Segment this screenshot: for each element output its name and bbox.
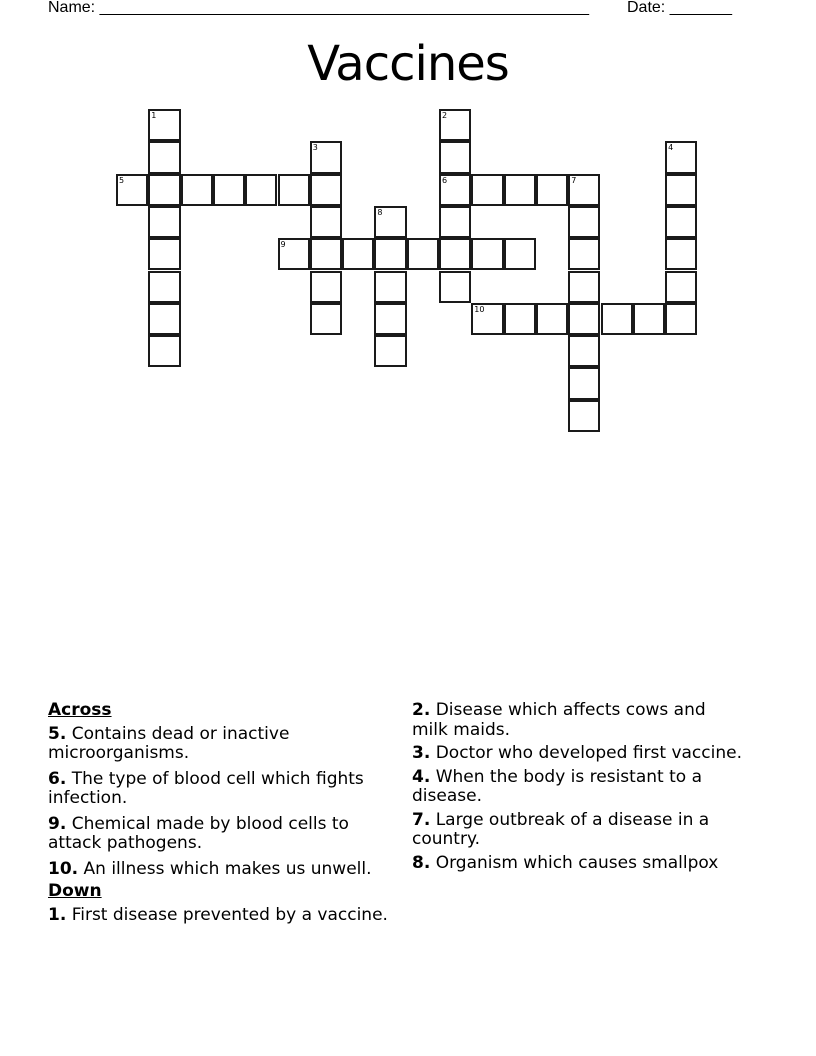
across-heading: Across [48, 700, 112, 720]
grid-cell[interactable] [374, 335, 406, 367]
grid-cell[interactable] [568, 206, 600, 238]
grid-cell[interactable] [439, 174, 471, 206]
grid-cell[interactable] [310, 206, 342, 238]
grid-cell[interactable] [310, 141, 342, 173]
grid-cell[interactable] [439, 238, 471, 270]
cell-number: 6 [442, 175, 448, 185]
clue-number: 8. [412, 852, 431, 873]
clue-number: 5. [48, 723, 67, 744]
grid-cell[interactable] [439, 206, 471, 238]
clue-number: 9. [48, 813, 67, 834]
grid-cell[interactable] [471, 174, 503, 206]
clue-text: An illness which makes us unwell. [78, 858, 372, 879]
grid-cell[interactable] [407, 238, 439, 270]
grid-cell[interactable] [310, 174, 342, 206]
clue-down-8 [412, 854, 742, 874]
cell-number: 9 [280, 240, 286, 250]
grid-cell[interactable] [439, 109, 471, 141]
grid-cell[interactable] [278, 238, 310, 270]
clue-number: 3. [412, 743, 431, 763]
grid-cell[interactable] [665, 271, 697, 303]
cell-number: 2 [442, 111, 448, 120]
grid-cell[interactable] [568, 174, 600, 206]
grid-cell[interactable] [665, 303, 697, 335]
grid-cell[interactable] [471, 303, 503, 335]
clue-down-4 [412, 768, 742, 807]
clue-across-6 [48, 770, 398, 809]
clue-text: When the body is resistant to a disease. [412, 766, 702, 806]
grid-cell[interactable] [310, 303, 342, 335]
clue-text: The type of blood cell which fights infection. [48, 768, 364, 808]
grid-cell[interactable] [568, 400, 600, 432]
grid-cell[interactable] [245, 174, 277, 206]
grid-cell[interactable] [278, 174, 310, 206]
clue-text: Organism which causes smallpox [430, 852, 719, 873]
grid-cell[interactable] [148, 238, 180, 270]
grid-cell[interactable] [439, 141, 471, 173]
grid-cell[interactable] [471, 238, 503, 270]
date-field[interactable]: Date: _______ [627, 0, 732, 16]
clues-right-column [412, 701, 742, 877]
page-title: Vaccines [307, 36, 509, 92]
grid-cell[interactable] [181, 174, 213, 206]
grid-cell[interactable] [148, 109, 180, 141]
clue-number: 7. [412, 809, 431, 830]
grid-cell[interactable] [116, 174, 148, 206]
cell-number: 10 [474, 304, 485, 314]
clue-number: 4. [412, 766, 431, 787]
grid-cell[interactable] [504, 238, 536, 270]
cell-number: 8 [377, 207, 383, 217]
grid-cell[interactable] [342, 238, 374, 270]
name-field[interactable]: Name: _______________________________________________________ [48, 0, 589, 16]
grid-cell[interactable] [633, 303, 665, 335]
grid-cell[interactable] [374, 303, 406, 335]
grid-cell[interactable] [536, 303, 568, 335]
grid-cell[interactable] [148, 141, 180, 173]
clue-down-2 [412, 701, 742, 740]
grid-cell[interactable] [213, 174, 245, 206]
grid-cell[interactable] [665, 206, 697, 238]
grid-cell[interactable] [374, 238, 406, 270]
clue-down-7 [412, 811, 742, 850]
grid-cell[interactable] [148, 271, 180, 303]
grid-cell[interactable] [568, 303, 600, 335]
cell-number: 4 [668, 143, 674, 153]
grid-cell[interactable] [148, 335, 180, 367]
clue-number: 2. [412, 700, 431, 720]
clue-across-5 [48, 725, 398, 764]
clue-text: First disease prevented by a vaccine. [66, 904, 388, 925]
grid-cell[interactable] [148, 206, 180, 238]
clue-text: Doctor who developed first vaccine. [430, 743, 742, 763]
grid-cell[interactable] [439, 271, 471, 303]
grid-cell[interactable] [536, 174, 568, 206]
grid-cell[interactable] [374, 271, 406, 303]
clue-number: 10. [48, 858, 79, 879]
grid-cell[interactable] [310, 238, 342, 270]
grid-cell[interactable] [568, 271, 600, 303]
down-heading: Down [48, 881, 102, 901]
grid-cell[interactable] [665, 238, 697, 270]
clue-number: 1. [48, 904, 67, 925]
cell-number: 1 [151, 111, 157, 120]
clue-text: Contains dead or inactive microorganisms. [48, 723, 290, 763]
clue-text: Disease which affects cows and milk maids. [412, 700, 706, 740]
clue-down-1 [48, 906, 398, 926]
cell-number: 3 [312, 143, 318, 153]
clues-left-column [48, 701, 398, 931]
crossword-grid [0, 0, 816, 440]
clue-across-10 [48, 860, 398, 880]
grid-cell[interactable] [504, 303, 536, 335]
clue-across-9 [48, 815, 398, 854]
clue-text: Chemical made by blood cells to attack pathogens. [48, 813, 349, 853]
grid-cell[interactable] [568, 367, 600, 399]
grid-cell[interactable] [568, 335, 600, 367]
grid-cell[interactable] [601, 303, 633, 335]
clue-text: Large outbreak of a disease in a country. [412, 809, 710, 849]
clue-down-3 [412, 744, 742, 764]
grid-cell[interactable] [568, 238, 600, 270]
grid-cell[interactable] [374, 206, 406, 238]
cell-number: 5 [119, 175, 125, 185]
cell-number: 7 [571, 175, 577, 185]
clue-number: 6. [48, 768, 67, 789]
grid-cell[interactable] [148, 303, 180, 335]
grid-cell[interactable] [148, 174, 180, 206]
grid-cell[interactable] [665, 141, 697, 173]
grid-cell[interactable] [310, 271, 342, 303]
grid-cell[interactable] [504, 174, 536, 206]
grid-cell[interactable] [665, 174, 697, 206]
